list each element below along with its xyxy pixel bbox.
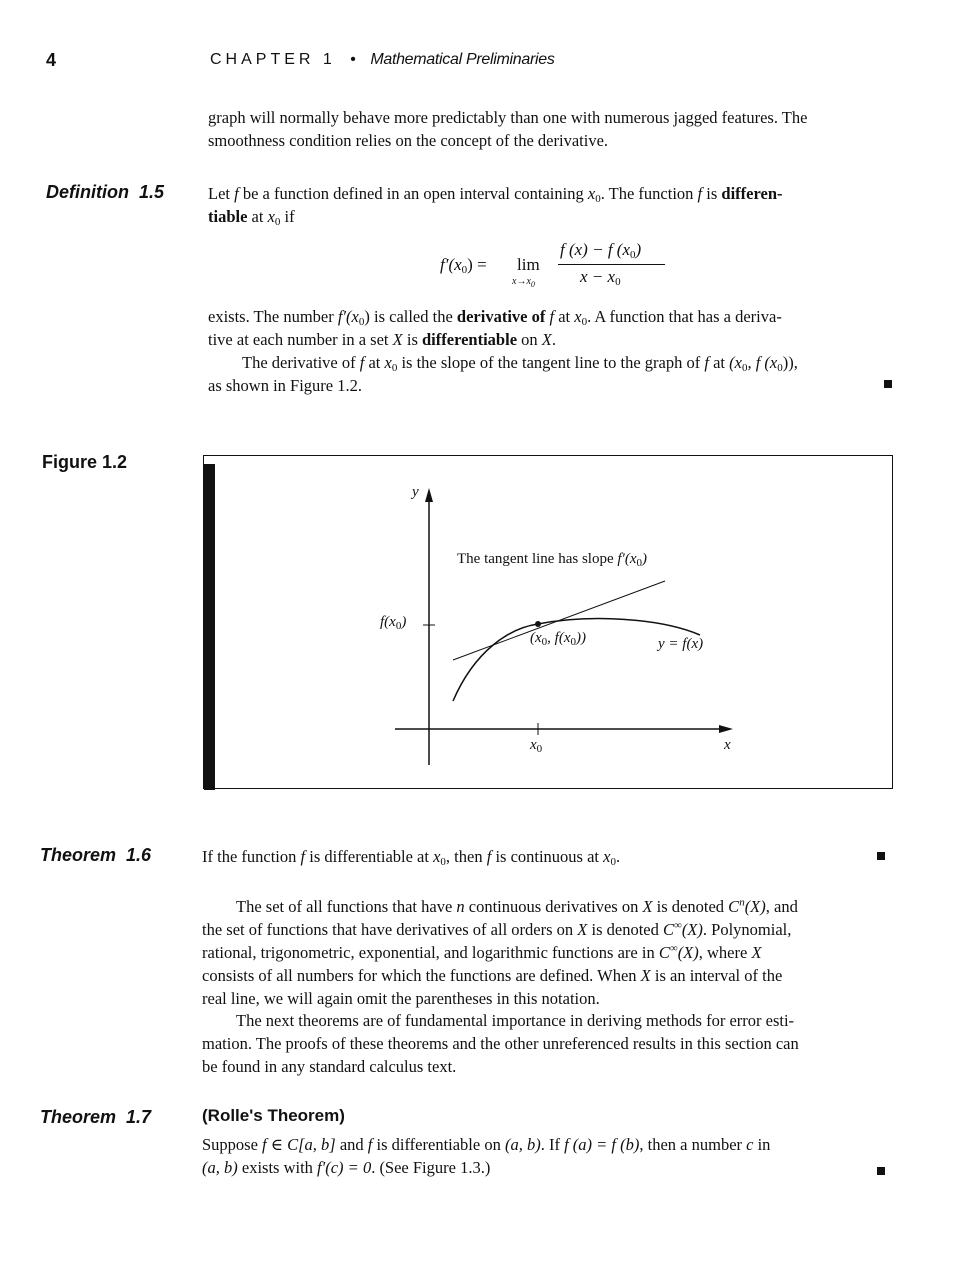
text: (x (729, 353, 742, 372)
bold-term: tiable (208, 207, 248, 226)
para2-line-3: be found in any standard calculus text. (202, 1057, 457, 1076)
subscript: 0 (358, 316, 365, 328)
text: is an interval of the (654, 966, 783, 985)
subscript: 0 (741, 362, 748, 374)
text: Let (208, 184, 230, 203)
text: f′(x (440, 255, 462, 274)
math-f: f (486, 847, 492, 866)
text: . The function (600, 184, 694, 203)
subscript: 0 (570, 636, 576, 648)
para2-line-1: The next theorems are of fundamental importance in deriving methods for error esti- (236, 1011, 795, 1030)
text: is called the (373, 307, 453, 326)
text: is differentiable at (309, 847, 429, 866)
math-x: x (384, 353, 392, 372)
theorem-word: Theorem (40, 845, 117, 865)
subscript: 0 (536, 743, 543, 755)
definition-word: Definition (46, 182, 129, 202)
text: . (551, 330, 556, 349)
math-c: c (746, 1135, 754, 1154)
point-label (530, 630, 586, 647)
superscript: ∞ (669, 942, 678, 955)
text: . A function that has a deriva- (587, 307, 782, 326)
text: ) (641, 551, 647, 567)
text: If the function (202, 847, 297, 866)
text: be a function defined in an open interval containing (242, 184, 584, 203)
text: is (406, 330, 418, 349)
theorem-16-text (202, 845, 620, 868)
math-x: x (603, 847, 611, 866)
qed-mark (877, 852, 885, 860)
text: , where (698, 943, 748, 962)
math-X: X (577, 920, 588, 939)
text: , f (x (747, 353, 778, 372)
math-f: f (234, 184, 239, 203)
text: , f(x (547, 630, 571, 646)
text: f (x) − f (x (560, 240, 630, 259)
text: is denoted (591, 920, 659, 939)
math-x: x (574, 307, 582, 326)
text: and (339, 1135, 364, 1154)
math: (X) (681, 920, 703, 939)
text: in (757, 1135, 771, 1154)
superscript: ∞ (674, 919, 682, 932)
theorem-17-line-2 (202, 1156, 894, 1179)
text: ) (401, 614, 407, 630)
text: The tangent line has slope (457, 551, 614, 567)
text: the set of functions that have derivatives of all orders on (202, 920, 574, 939)
text: , and (765, 897, 798, 916)
bold-term: differen- (721, 184, 783, 203)
y-axis-arrow (425, 488, 433, 502)
text: is differentiable on (376, 1135, 501, 1154)
bold-term: of (531, 307, 546, 326)
text: is denoted (656, 897, 725, 916)
para1-line-3 (202, 941, 894, 964)
header-bullet: • (350, 51, 356, 68)
text: (x (530, 630, 542, 646)
math: f (a) = f (b) (564, 1135, 640, 1154)
math-C: C (662, 920, 674, 939)
subscript: 0 (391, 362, 398, 374)
math-x: x (267, 207, 275, 226)
intro-line-2: smoothness condition relies on the concept of the derivative. (208, 131, 609, 150)
text: . If (540, 1135, 560, 1154)
math-symbol: ∈ (270, 1135, 283, 1154)
theorem-17-title: (Rolle's Theorem) (202, 1106, 345, 1125)
tangent-point (535, 621, 541, 627)
math-x: x (433, 847, 441, 866)
text: ) (635, 240, 642, 259)
x0-label (530, 737, 542, 754)
text: Suppose (202, 1135, 258, 1154)
math-X: X (640, 966, 651, 985)
text: The derivative of (242, 353, 356, 372)
text: is (706, 184, 718, 203)
math-f: f (367, 1135, 373, 1154)
para1-line-5: real line, we will again omit the parentheses in this notation. (202, 989, 600, 1008)
text: is continuous at (495, 847, 600, 866)
subscript: 0 (440, 856, 446, 868)
x-axis-label: x (724, 737, 731, 753)
figure-label: Figure 1.2 (42, 452, 128, 472)
subscript: 0 (610, 856, 616, 868)
theorem-word: Theorem (40, 1107, 117, 1127)
text: exists. The number (208, 307, 334, 326)
theorem-17-label (40, 1107, 151, 1128)
math-x: x (587, 184, 596, 203)
text: x (530, 737, 537, 753)
text: . Polynomial, (702, 920, 792, 939)
page-number: 4 (46, 50, 57, 70)
paragraph-2 (202, 1009, 894, 1078)
math: (a, b) (504, 1135, 541, 1154)
text: at (368, 353, 381, 372)
tangent-annotation (457, 551, 647, 568)
text: is the slope of the tangent line to the graph of (401, 353, 701, 372)
bold-term: differentiable (422, 330, 518, 349)
math-C: C[a, b] (287, 1135, 336, 1154)
math: f′(x (337, 307, 359, 326)
text: x − x (580, 267, 616, 286)
definition-line-6: as shown in Figure 1.2. (208, 376, 362, 395)
text: )), (782, 353, 798, 372)
math-f: f (262, 1135, 267, 1154)
text: , then (445, 847, 483, 866)
definition-number: 1.5 (139, 182, 165, 202)
formula-lim: lim (517, 255, 540, 274)
math-f: f (359, 353, 365, 372)
subscript: 0 (595, 193, 601, 205)
theorem-17-line-1 (202, 1133, 894, 1156)
math: f′(c) = 0 (317, 1158, 372, 1177)
subscript: 0 (541, 636, 548, 648)
text: on (521, 330, 538, 349)
text: x→x (512, 276, 531, 287)
text: at (713, 353, 725, 372)
subscript: 0 (461, 264, 468, 276)
math-X: X (751, 943, 762, 962)
math-C: C (728, 897, 740, 916)
text: f(x (380, 614, 396, 630)
subscript: 0 (581, 316, 588, 328)
subscript: 0 (530, 280, 535, 289)
subscript: 0 (274, 216, 281, 228)
math-C: C (658, 943, 670, 962)
text: ) (364, 307, 370, 326)
text: The set of all functions that have (236, 897, 453, 916)
subscript: 0 (777, 362, 783, 374)
text: , then a number (639, 1135, 743, 1154)
math-f: f (300, 847, 306, 866)
intro-line-1: graph will normally behave more predictably than one with numerous jagged features. The (208, 108, 808, 127)
math-X: X (642, 897, 653, 916)
subscript: 0 (630, 249, 636, 261)
math-f: f (704, 353, 709, 372)
math-n: n (456, 897, 465, 916)
math-X: X (541, 330, 552, 349)
math: f′(x (617, 551, 637, 567)
chapter-title: Mathematical Preliminaries (370, 51, 555, 68)
text: rational, trigonometric, exponential, and logarithmic functions are in (202, 943, 655, 962)
math: (X) (677, 943, 699, 962)
theorem-number: 1.7 (126, 1107, 152, 1127)
para2-line-2: mation. The proofs of these theorems and the other unreferenced results in this section can (202, 1034, 799, 1053)
para1-line-4 (202, 964, 894, 987)
text: ) = (467, 255, 487, 274)
text: if (284, 207, 295, 226)
math: (X) (744, 897, 766, 916)
text: at (251, 207, 264, 226)
x-axis-arrow (719, 725, 733, 733)
subscript: 0 (395, 620, 402, 632)
bold-term: derivative (456, 307, 528, 326)
paragraph-1 (202, 895, 894, 1010)
qed-mark (877, 1167, 885, 1175)
y-axis-label: y (412, 484, 419, 500)
theorem-number: 1.6 (126, 845, 152, 865)
curve-label: y = f(x) (658, 636, 704, 652)
math-f: f (549, 307, 555, 326)
text: . (615, 847, 621, 866)
theorem-17-text (202, 1133, 894, 1179)
para1-line-1 (202, 895, 894, 918)
math-f: f (697, 184, 703, 203)
subscript: 0 (615, 276, 621, 288)
text: continuous derivatives on (468, 897, 639, 916)
math: (a, b) (202, 1158, 238, 1177)
text: at (558, 307, 571, 326)
text: exists with (241, 1158, 313, 1177)
theorem-16-label (40, 845, 151, 866)
para1-line-2 (202, 918, 894, 941)
superscript: n (739, 896, 745, 909)
math-X: X (392, 330, 403, 349)
text: tive at each number in a set (208, 330, 389, 349)
subscript: 0 (636, 557, 642, 569)
fx0-label (380, 614, 406, 631)
text: )) (575, 630, 586, 646)
text: consists of all numbers for which the functions are defined. When (202, 966, 637, 985)
text: . (See Figure 1.3.) (371, 1158, 491, 1177)
chapter-label: CHAPTER 1 (210, 51, 336, 68)
